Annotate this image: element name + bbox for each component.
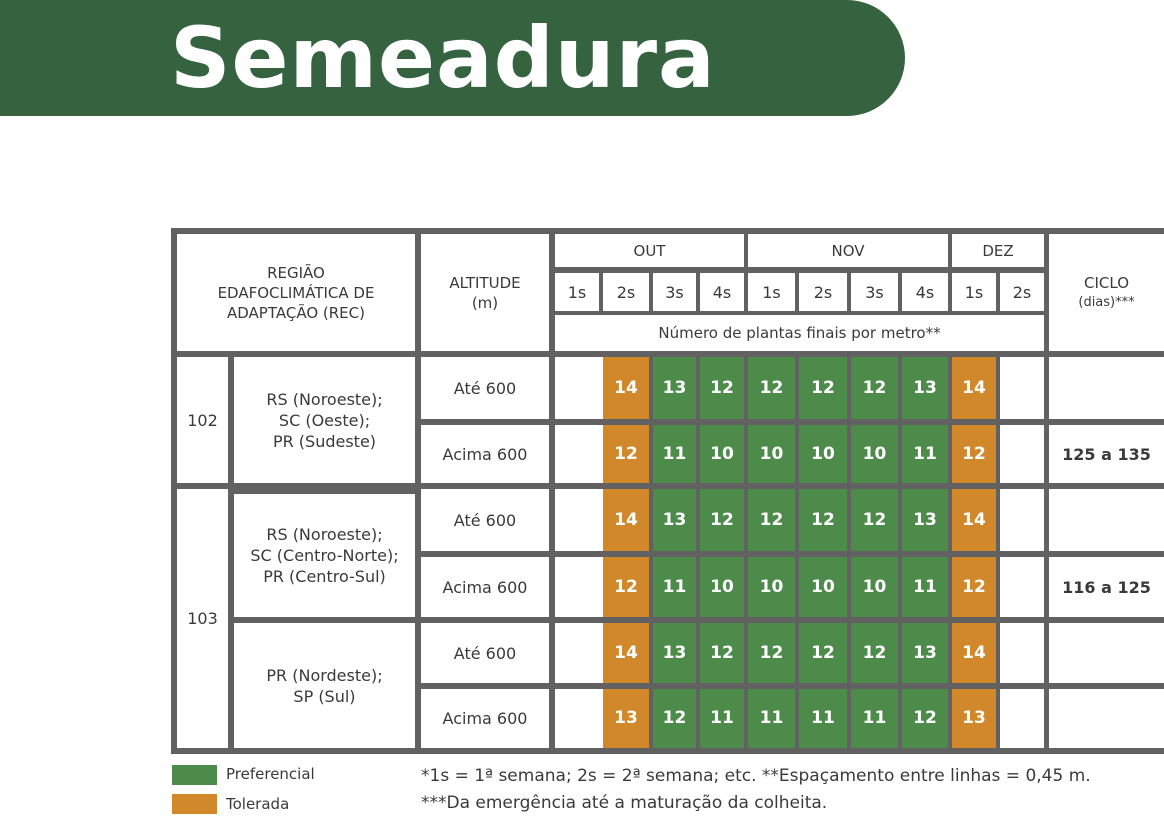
plant-cell: 11 [902, 425, 948, 483]
plant-cell: 11 [902, 557, 948, 617]
plant-cell: 12 [851, 357, 898, 419]
plant-cell: 12 [799, 489, 847, 551]
week-4: 4s [700, 273, 744, 311]
legend-label-tolerada: Tolerada [226, 795, 290, 813]
plant-cell: 14 [952, 357, 996, 419]
week-8: 4s [902, 273, 948, 311]
header-altitude: ALTITUDE (m) [421, 234, 549, 351]
plant-cell: 13 [902, 357, 948, 419]
altitude-cell: Acima 600 [421, 557, 549, 617]
plant-cell: 12 [952, 557, 996, 617]
plant-cell: 10 [799, 425, 847, 483]
plant-cell: 10 [851, 557, 898, 617]
region-102: RS (Noroeste); SC (Oeste); PR (Sudeste) [234, 357, 415, 483]
week-9: 1s [952, 273, 996, 311]
plant-cell: 12 [952, 425, 996, 483]
plant-cell: 10 [748, 557, 795, 617]
plant-cell [555, 557, 603, 617]
plant-cell: 12 [748, 623, 795, 683]
plant-cell: 10 [748, 425, 795, 483]
ciclo-cell [1049, 357, 1164, 419]
altitude-cell: Até 600 [421, 623, 549, 683]
altitude-cell: Até 600 [421, 489, 549, 551]
page-title: Semeadura [170, 9, 716, 107]
title-banner [0, 0, 905, 116]
plant-cell: 11 [799, 689, 847, 748]
ciclo-cell: 125 a 135 [1049, 425, 1164, 483]
footnote-2: ***Da emergência até a maturação da colheita. [421, 793, 828, 813]
week-10: 2s [1000, 273, 1044, 311]
plant-cell: 12 [700, 489, 744, 551]
legend-swatch-tolerada [172, 794, 217, 814]
plant-cell: 11 [653, 425, 696, 483]
plant-cell [1000, 489, 1044, 551]
plant-cell: 13 [902, 489, 948, 551]
plant-cell: 14 [952, 489, 996, 551]
plant-cell: 14 [603, 357, 649, 419]
header-regiao: REGIÃO EDAFOCLIMÁTICA DE ADAPTAÇÃO (REC) [177, 234, 415, 351]
plant-cell: 12 [902, 689, 948, 748]
plant-cell: 12 [748, 357, 795, 419]
week-2: 2s [603, 273, 649, 311]
week-3: 3s [653, 273, 696, 311]
week-1: 1s [555, 273, 599, 311]
header-month-nov: NOV [748, 234, 948, 267]
plant-cell: 13 [603, 689, 649, 748]
plant-cell: 12 [700, 357, 744, 419]
plant-cell: 11 [653, 557, 696, 617]
plant-cell [1000, 357, 1044, 419]
sowing-table [171, 228, 1164, 754]
plant-cell: 12 [700, 623, 744, 683]
plant-cell [555, 489, 603, 551]
plant-cell: 10 [851, 425, 898, 483]
plantas-label: Número de plantas finais por metro** [555, 315, 1044, 351]
plant-cell: 11 [748, 689, 795, 748]
plant-cell: 10 [799, 557, 847, 617]
plant-cell [555, 425, 603, 483]
week-6: 2s [799, 273, 847, 311]
header-month-out: OUT [555, 234, 744, 267]
rec-102: 102 [177, 357, 228, 483]
header-month-dez: DEZ [952, 234, 1044, 267]
ciclo-cell [1049, 623, 1164, 683]
plant-cell: 12 [603, 557, 649, 617]
plant-cell: 12 [851, 489, 898, 551]
plant-cell: 10 [700, 425, 744, 483]
plant-cell: 13 [653, 357, 696, 419]
altitude-cell: Acima 600 [421, 425, 549, 483]
plant-cell [555, 623, 603, 683]
rec-103: 103 [177, 489, 228, 748]
plant-cell: 12 [653, 689, 696, 748]
plant-cell: 13 [653, 623, 696, 683]
plant-cell: 14 [952, 623, 996, 683]
header-ciclo: CICLO (dias)*** [1049, 234, 1164, 351]
week-5: 1s [748, 273, 795, 311]
altitude-cell: Acima 600 [421, 689, 549, 748]
legend-swatch-preferencial [172, 765, 217, 785]
ciclo-cell: 116 a 125 [1049, 557, 1164, 617]
plant-cell: 13 [902, 623, 948, 683]
plant-cell [1000, 425, 1044, 483]
plant-cell: 14 [603, 623, 649, 683]
plant-cell: 12 [851, 623, 898, 683]
plant-cell: 12 [799, 623, 847, 683]
plant-cell: 14 [603, 489, 649, 551]
plant-cell [555, 357, 603, 419]
ciclo-cell [1049, 489, 1164, 551]
plant-cell: 13 [653, 489, 696, 551]
plant-cell [1000, 623, 1044, 683]
region-103-b: PR (Nordeste); SP (Sul) [234, 623, 415, 748]
plant-cell [1000, 557, 1044, 617]
footnote-1: *1s = 1ª semana; 2s = 2ª semana; etc. **Espaçamento entre linhas = 0,45 m. [421, 766, 1091, 786]
week-7: 3s [851, 273, 898, 311]
plant-cell: 12 [603, 425, 649, 483]
plant-cell: 12 [799, 357, 847, 419]
altitude-cell: Até 600 [421, 357, 549, 419]
ciclo-cell [1049, 689, 1164, 748]
plant-cell: 10 [700, 557, 744, 617]
plant-cell: 13 [952, 689, 996, 748]
plant-cell [555, 689, 603, 748]
region-103-a: RS (Noroeste); SC (Centro-Norte); PR (Centro-Sul) [234, 494, 415, 617]
plant-cell: 11 [700, 689, 744, 748]
plant-cell: 12 [748, 489, 795, 551]
legend-label-preferencial: Preferencial [226, 765, 315, 783]
plant-cell [1000, 689, 1044, 748]
plant-cell: 11 [851, 689, 898, 748]
